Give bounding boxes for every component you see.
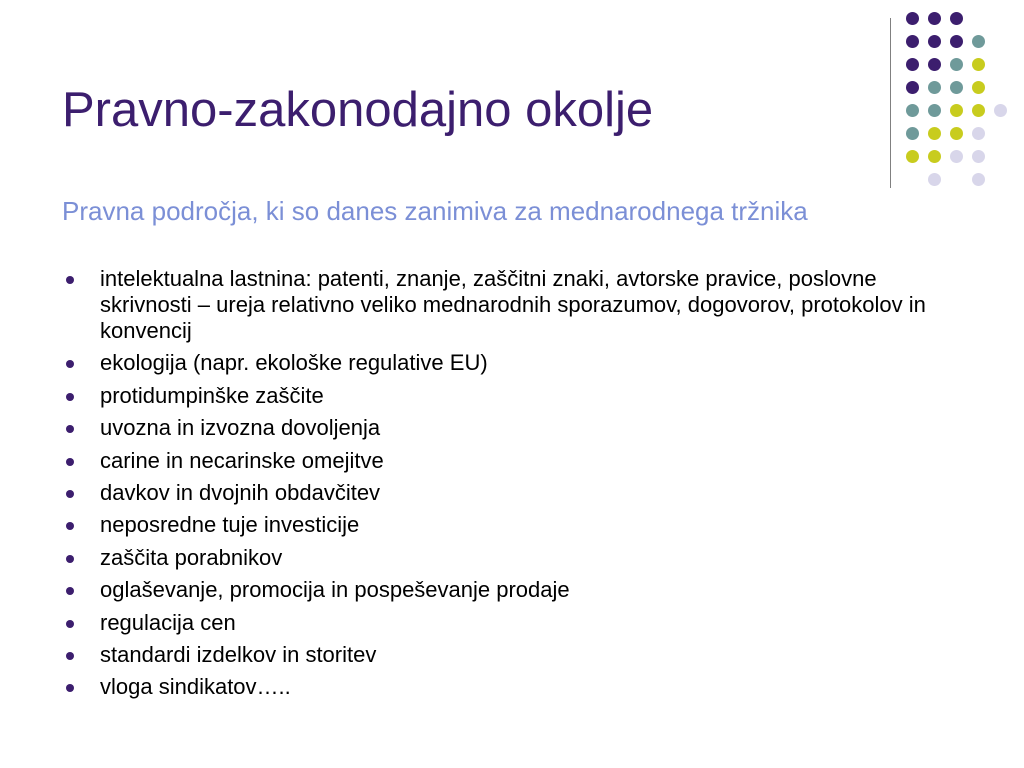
dot-lavender [972,173,985,186]
list-item: oglaševanje, promocija in pospeševanje prodaje [62,577,962,603]
dot-teal [906,104,919,117]
dot-lavender [972,150,985,163]
dot-lavender [972,127,985,140]
list-item: standardi izdelkov in storitev [62,642,962,668]
list-item: vloga sindikatov….. [62,674,962,700]
list-item: protidumpinške zaščite [62,383,962,409]
dot-yellow [950,104,963,117]
dot-purple [906,81,919,94]
slide-subtitle: Pravna področja, ki so danes zanimiva za mednarodnega tržnika [62,196,808,226]
dot-purple [928,58,941,71]
dot-teal [972,35,985,48]
list-item: carine in necarinske omejitve [62,448,962,474]
dot-teal [928,81,941,94]
bullet-list [62,266,962,707]
dot-teal [906,127,919,140]
list-item: regulacija cen [62,610,962,636]
list-item: davkov in dvojnih obdavčitev [62,480,962,506]
dot-yellow [972,58,985,71]
dot-purple [928,12,941,25]
list-item: uvozna in izvozna dovoljenja [62,415,962,441]
list-item: intelektualna lastnina: patenti, znanje, zaščitni znaki, avtorske pravice, poslovne skrivnosti – ureja relativno veliko mednarodnih sporazumov, dogovorov, protokolov in konvencij [62,266,962,344]
dot-purple [906,12,919,25]
slide-title: Pravno-zakonodajno okolje [62,83,654,137]
decorative-dot-grid [906,12,1006,167]
dot-teal [950,81,963,94]
dot-purple [950,12,963,25]
dot-purple [906,35,919,48]
dot-lavender [928,173,941,186]
dot-teal [928,104,941,117]
list-item: neposredne tuje investicije [62,512,962,538]
dot-yellow [928,150,941,163]
dot-yellow [950,127,963,140]
dot-yellow [972,104,985,117]
dot-yellow [906,150,919,163]
dot-teal [950,58,963,71]
list-item: zaščita porabnikov [62,545,962,571]
dot-lavender [994,104,1007,117]
dot-yellow [972,81,985,94]
dot-yellow [928,127,941,140]
dot-purple [950,35,963,48]
dot-purple [906,58,919,71]
decorative-divider-line [890,18,891,188]
list-item: ekologija (napr. ekološke regulative EU) [62,350,962,376]
dot-purple [928,35,941,48]
dot-lavender [950,150,963,163]
